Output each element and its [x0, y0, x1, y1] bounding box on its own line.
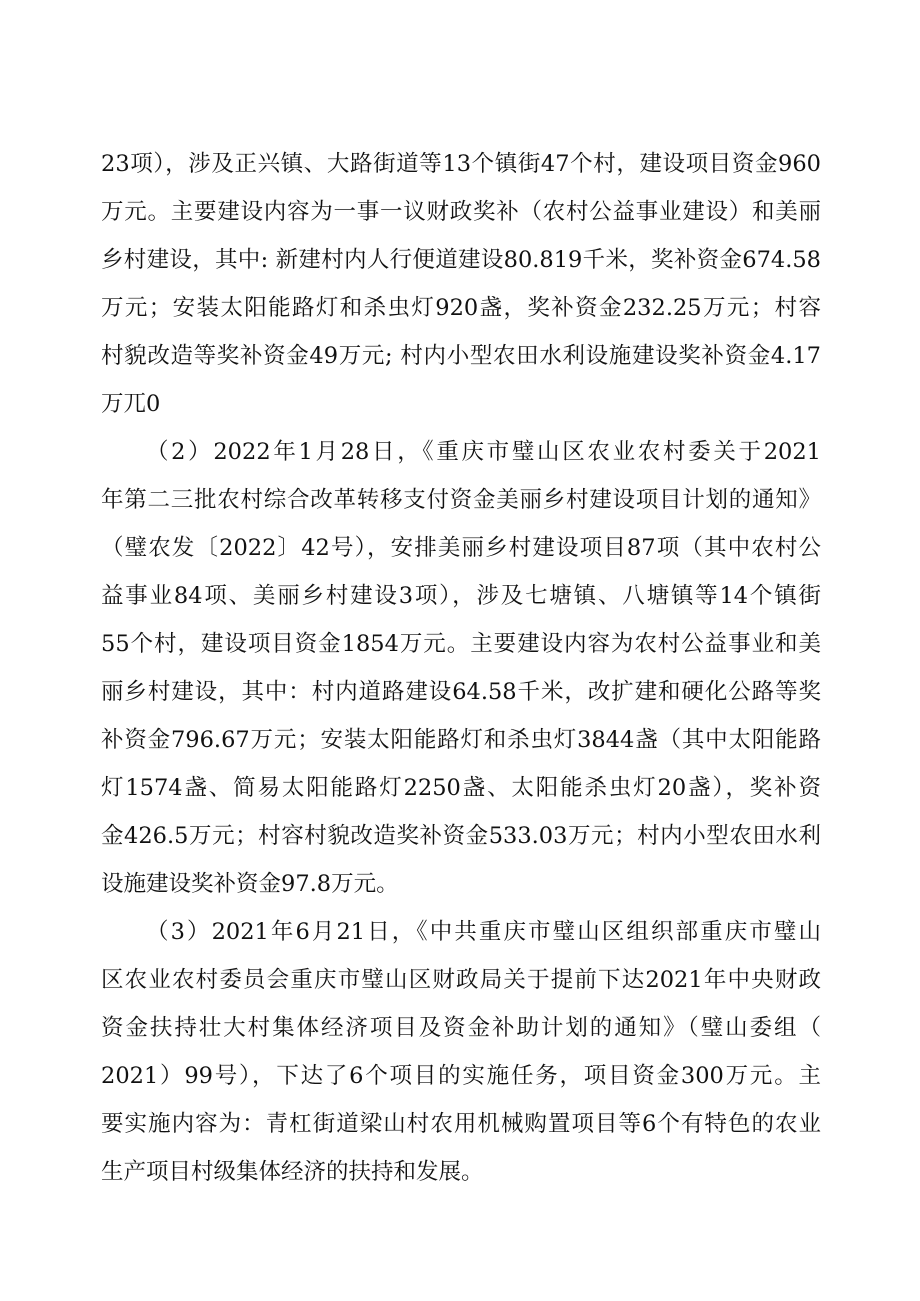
paragraph-line: 益事业84项、美丽乡村建设3项），涉及七塘镇、八塘镇等14个镇街: [101, 583, 821, 609]
paragraph-3: [101, 908, 821, 1196]
paragraph-line: 区农业农村委员会重庆市璧山区财政局关于提前下达2021年中央财政: [101, 967, 821, 993]
paragraph-line: （璧农发〔2022〕42号），安排美丽乡村建设项目87项（其中农村公: [101, 535, 821, 561]
paragraph-line: 设施建设奖补资金97.8万元。: [101, 871, 399, 897]
paragraph-line: 要实施内容为：青杠街道梁山村农用机械购置项目等6个有特色的农业: [101, 1111, 821, 1137]
paragraph-line: 年第二三批农村综合改革转移支付资金美丽乡村建设项目计划的通知》: [101, 487, 821, 513]
paragraph-line: 万元。主要建设内容为一事一议财政奖补（农村公益事业建设）和美丽: [101, 199, 821, 225]
paragraph-1: [101, 140, 821, 428]
paragraph-line: 灯1574盏、简易太阳能路灯2250盏、太阳能杀虫灯20盏），奖补资: [101, 775, 821, 801]
paragraph-line: 乡村建设，其中: 新建村内人行便道建设80.819千米，奖补资金674.58: [101, 247, 821, 273]
paragraph-line: 万兀0: [101, 391, 161, 417]
paragraph-2: [101, 428, 821, 908]
paragraph-line: （2）2022年1月28日，《重庆市璧山区农业农村委关于2021: [146, 439, 821, 465]
paragraph-line: 资金扶持壮大村集体经济项目及资金补助计划的通知》（璧山委组（: [101, 1015, 821, 1041]
paragraph-line: 村貌改造等奖补资金49万元; 村内小型农田水利设施建设奖补资金4.17: [101, 343, 821, 369]
paragraph-line: 55个村，建设项目资金1854万元。主要建设内容为农村公益事业和美: [101, 631, 821, 657]
paragraph-line: 生产项目村级集体经济的扶持和发展。: [101, 1159, 484, 1185]
paragraph-line: 万元；安装太阳能路灯和杀虫灯920盏，奖补资金232.25万元；村容: [101, 295, 821, 321]
paragraph-line: （3）2021年6月21日，《中共重庆市璧山区组织部重庆市璧山: [146, 919, 821, 945]
paragraph-line: 丽乡村建设，其中：村内道路建设64.58千米，改扩建和硬化公路等奖: [101, 679, 821, 705]
paragraph-line: 23项），涉及正兴镇、大路街道等13个镇街47个村，建设项目资金960: [101, 151, 821, 177]
paragraph-line: 补资金796.67万元；安装太阳能路灯和杀虫灯3844盏（其中太阳能路: [101, 727, 821, 753]
document-body: [101, 140, 821, 1196]
paragraph-line: 金426.5万元；村容村貌改造奖补资金533.03万元；村内小型农田水利: [101, 823, 821, 849]
paragraph-line: 2021）99号），下达了6个项目的实施任务，项目资金300万元。主: [101, 1063, 821, 1089]
